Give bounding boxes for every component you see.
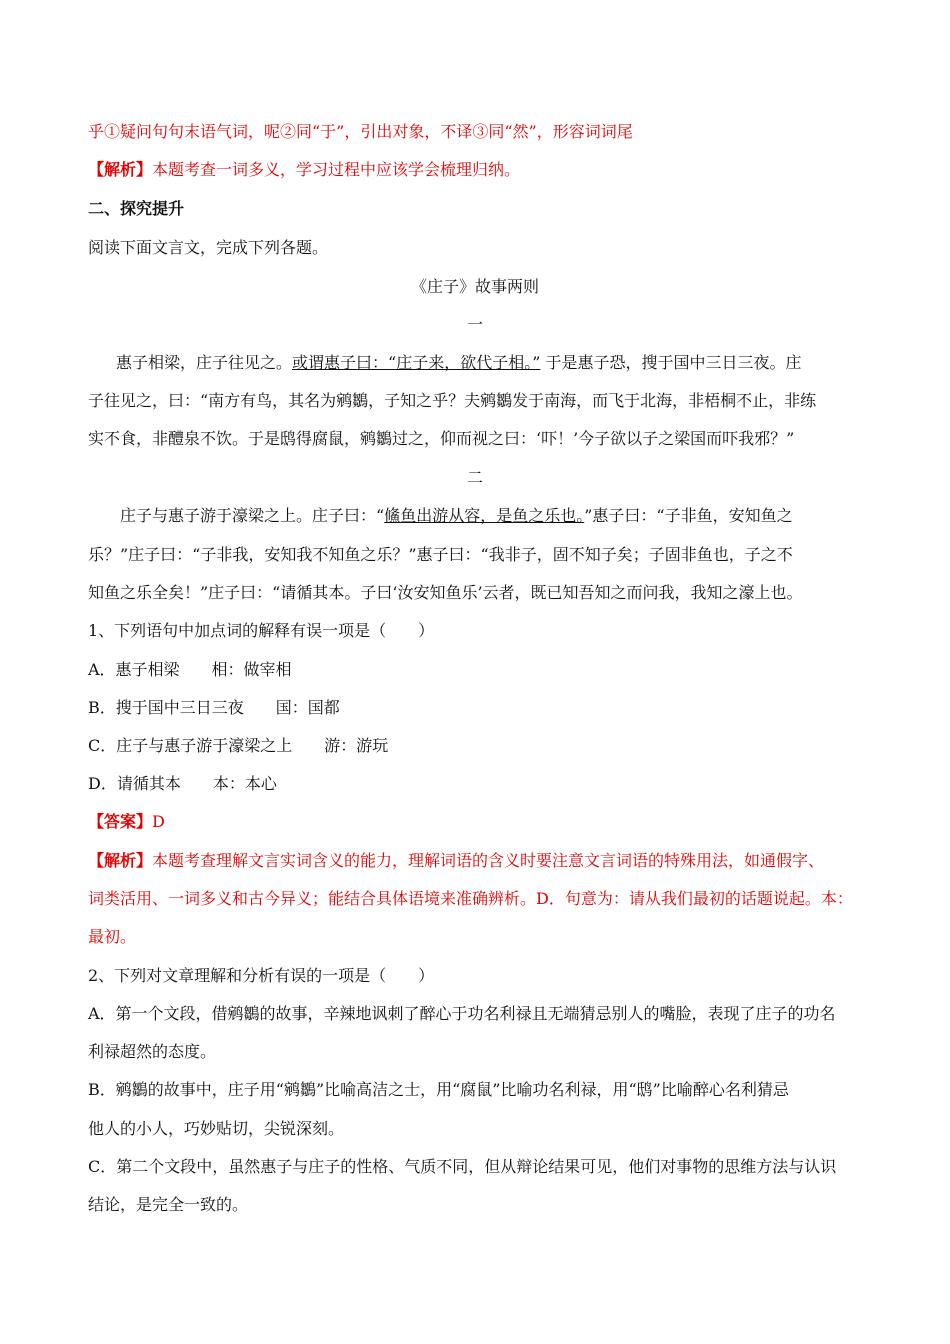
instruction: 阅读下面文言文，完成下列各题。 bbox=[88, 238, 329, 257]
part-number-2: 二 bbox=[466, 468, 483, 487]
underlined-sentence: 鯈鱼出游从容，是鱼之乐也。 bbox=[384, 506, 585, 525]
analysis-tag: 【解析】 bbox=[88, 851, 153, 870]
question1-analysis-line3: 最初。 bbox=[88, 927, 137, 946]
text-segment: 于是惠子恐，搜于国中三日三夜。庄 bbox=[540, 353, 802, 372]
question1-option-a: A．惠子相梁 相：做宰相 bbox=[88, 660, 292, 679]
text-segment: 惠子相梁，庄子往见之。 bbox=[116, 353, 293, 372]
passage1-line3: 实不食，非醴泉不饮。于是鸱得腐鼠，鹓鶵过之，仰而视之曰：‘吓！’今子欲以子之梁国而吓我邪？” bbox=[88, 429, 795, 448]
question2-option-a-line2: 利禄超然的态度。 bbox=[88, 1042, 217, 1061]
answer-value: D bbox=[152, 812, 165, 831]
question2-option-b-line1: B．鹓鶵的故事中，庄子用“鹓鶵”比喻高洁之士，用“腐鼠”比喻功名利禄，用“鸱”比喻醉心名利猜忌 bbox=[88, 1080, 789, 1099]
underlined-sentence: 或谓惠子曰：“庄子来，欲代子相。” bbox=[292, 353, 541, 372]
question1-analysis-line2: 词类活用、一词多义和古今异义；能结合具体语境来准确辨析。D．句意为：请从我们最初的话题说起。本： bbox=[88, 889, 853, 908]
passage1-line2: 子往见之，曰：“南方有鸟，其名为鹓鶵，子知之乎？夫鹓鶵发于南海，而飞于北海，非梧桐不止，非练 bbox=[88, 391, 817, 410]
text-segment: 庄子与惠子游于濠梁之上。庄子曰：“ bbox=[120, 506, 385, 525]
question1-stem: 1、下列语句中加点词的解释有误一项是（ ） bbox=[88, 621, 435, 640]
question2-option-b-line2: 他人的小人，巧妙贴切，尖锐深刻。 bbox=[88, 1119, 345, 1138]
analysis-text: 本题考查一词多义，学习过程中应该学会梳理归纳。 bbox=[152, 160, 521, 179]
question2-option-c-line1: C．第二个文段中，虽然惠子与庄子的性格、气质不同，但从辩论结果可见，他们对事物的思维方法与认识 bbox=[88, 1157, 837, 1176]
question1-analysis-line1 bbox=[88, 850, 824, 872]
passage2-line3: 知鱼之乐全矣！”庄子曰：“请循其本。子曰‘汝安知鱼乐’云者，既已知吾知之而问我，我知之濠上也。 bbox=[88, 583, 803, 602]
question1-option-b: B．搜于国中三日三夜 国：国都 bbox=[88, 698, 340, 717]
question1-option-d: D．请循其本 本：本心 bbox=[88, 774, 277, 793]
analysis-tag: 【解析】 bbox=[88, 160, 153, 179]
text-segment: ”惠子曰：“子非鱼，安知鱼之 bbox=[584, 506, 793, 525]
passage2-line2: 乐？”庄子曰：“子非我，安知我不知鱼之乐？”惠子曰：“我非子，固不知子矣；子固非鱼也，子之不 bbox=[88, 545, 793, 564]
passage1-line1 bbox=[116, 352, 801, 374]
question2-stem: 2、下列对文章理解和分析有误的一项是（ ） bbox=[88, 966, 435, 985]
question2-option-c-line2: 结论，是完全一致的。 bbox=[88, 1195, 249, 1214]
passage-title: 《庄子》故事两则 bbox=[410, 277, 539, 296]
note-line: 乎①疑问句句末语气词，呢②同“于”，引出对象，不译③同“然”，形容词词尾 bbox=[88, 122, 633, 141]
question2-option-a-line1: A．第一个文段，借鹓鶵的故事，辛辣地讽刺了醉心于功名利禄且无端猜忌别人的嘴脸，表现了庄子的功名 bbox=[88, 1004, 836, 1023]
analysis-text: 本题考查理解文言实词含义的能力，理解词语的含义时要注意文言词语的特殊用法，如通假字、 bbox=[152, 851, 825, 870]
part-number-1: 一 bbox=[466, 315, 483, 334]
question1-option-c: C．庄子与惠子游于濠梁之上 游：游玩 bbox=[88, 736, 389, 755]
analysis-paragraph bbox=[88, 159, 520, 181]
answer-tag: 【答案】 bbox=[88, 812, 153, 831]
question1-answer bbox=[88, 811, 165, 833]
passage2-line1 bbox=[120, 505, 793, 527]
section-heading: 二、探究提升 bbox=[88, 199, 185, 218]
